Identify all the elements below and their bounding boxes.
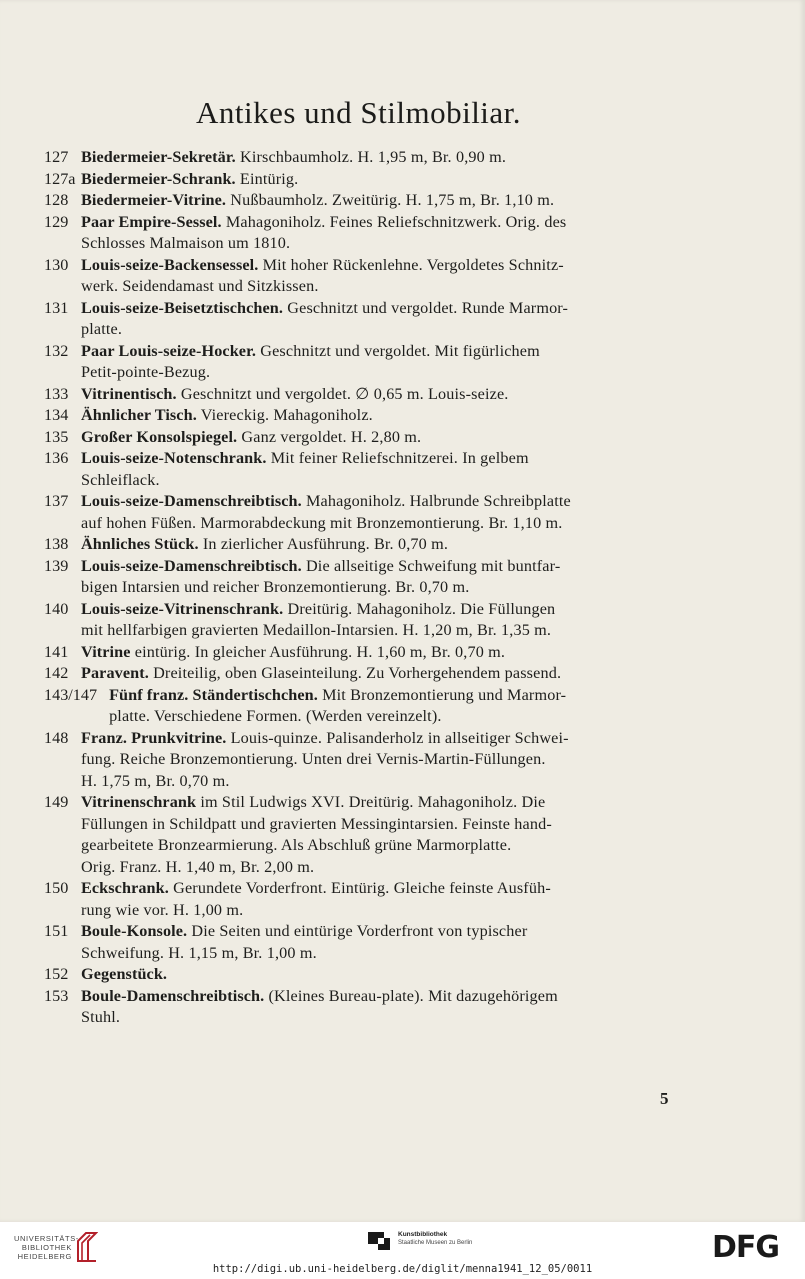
catalog-entry bbox=[44, 448, 684, 491]
catalog-entry bbox=[44, 427, 684, 449]
lot-number: 128 bbox=[44, 191, 69, 209]
catalog-entry bbox=[44, 298, 684, 341]
lot-description bbox=[81, 921, 684, 964]
lot-text: platte. Verschiedene Formen. (Werden vereinzelt). bbox=[109, 707, 442, 725]
lot-text: Orig. Franz. H. 1,40 m, Br. 2,00 m. bbox=[81, 857, 315, 876]
lot-title: Franz. Prunkvitrine. bbox=[81, 728, 227, 747]
lot-title: Ähnlicher Tisch. bbox=[81, 406, 197, 424]
kunstbibliothek-title: Kunstbibliothek bbox=[398, 1231, 448, 1238]
lot-text: Nußbaumholz. Zweitürig. H. 1,75 m, Br. 1,10 m. bbox=[230, 191, 555, 209]
lot-description bbox=[81, 190, 684, 212]
lot-number: 149 bbox=[44, 793, 69, 811]
catalog-entry bbox=[44, 190, 684, 212]
library-name-line: BIBLIOTHEK bbox=[21, 1242, 72, 1252]
library-name-line: HEIDELBERG bbox=[17, 1251, 72, 1261]
catalog-entry bbox=[44, 556, 684, 599]
lot-text: fung. Reiche Bronzemontierung. Unten drei Vernis-Martin-Füllungen. bbox=[81, 750, 546, 768]
kunstbibliothek-subtitle: Staatliche Museen zu Berlin bbox=[398, 1240, 473, 1246]
lot-description bbox=[81, 169, 684, 191]
lot-title: Louis-seize-Damenschreibtisch. bbox=[81, 492, 302, 510]
lot-text: auf hohen Füßen. Marmorabdeckung mit Bronzemontierung. Br. 1,10 m. bbox=[81, 513, 563, 532]
lot-text: Schlosses Malmaison um 1810. bbox=[81, 234, 291, 252]
lot-number: 130 bbox=[44, 255, 69, 274]
lot-text: Mit Bronzemontierung und Marmor- bbox=[322, 685, 567, 704]
lot-number: 135 bbox=[44, 427, 69, 446]
lot-text: Mahagoniholz. Halbrunde Schreibplatte bbox=[305, 492, 571, 510]
lot-title: Louis-seize-Damenschreibtisch. bbox=[81, 556, 302, 575]
lot-number: 137 bbox=[44, 492, 69, 510]
catalog-entry bbox=[44, 405, 684, 427]
kunstbibliothek-logo[interactable] bbox=[368, 1230, 472, 1250]
lot-description bbox=[81, 147, 684, 169]
lot-text: Viereckig. Mahagoniholz. bbox=[200, 406, 373, 424]
lot-text: Die allseitige Schweifung mit buntfar- bbox=[305, 556, 561, 575]
page-number: 5 bbox=[660, 1089, 669, 1108]
lot-description bbox=[81, 663, 684, 685]
lot-text: Mit feiner Reliefschnitzerei. In gelbem bbox=[270, 449, 529, 467]
lot-description bbox=[81, 556, 684, 599]
lot-title: Vitrinentisch. bbox=[81, 384, 177, 403]
lot-number: 148 bbox=[44, 728, 69, 747]
lot-text: H. 1,75 m, Br. 0,70 m. bbox=[81, 771, 230, 790]
catalog-entry bbox=[44, 642, 684, 664]
lot-text: platte. bbox=[81, 320, 123, 338]
lot-title: Biedermeier-Vitrine. bbox=[81, 191, 227, 209]
catalog-entry bbox=[44, 341, 684, 384]
page-heading: Antikes und Stilmobiliar. bbox=[195, 95, 522, 130]
lot-description bbox=[81, 599, 684, 642]
lot-text: Geschnitzt und vergoldet. Mit figürlichem bbox=[260, 341, 540, 360]
library-name bbox=[14, 1233, 79, 1261]
lot-number: 132 bbox=[44, 341, 69, 360]
lot-title: Fünf franz. Ständertischchen. bbox=[109, 685, 318, 704]
lot-number: 142 bbox=[44, 664, 69, 682]
catalog-entry bbox=[44, 212, 684, 255]
lot-title: Louis-seize-Beisetztischchen. bbox=[81, 298, 284, 317]
lot-description bbox=[81, 792, 684, 878]
catalog-entry bbox=[44, 878, 684, 921]
catalog-entry bbox=[44, 921, 684, 964]
lot-description bbox=[81, 427, 684, 449]
lot-text: Die Seiten und eintürige Vorderfront von typischer bbox=[191, 922, 528, 940]
catalog-entry bbox=[44, 599, 684, 642]
lot-number: 140 bbox=[44, 599, 69, 618]
lot-number: 138 bbox=[44, 535, 69, 553]
lot-number: 136 bbox=[44, 449, 69, 467]
lot-title: Paravent. bbox=[81, 664, 149, 682]
lot-title: Louis-seize-Backensessel. bbox=[81, 255, 259, 274]
lot-number: 131 bbox=[44, 298, 69, 317]
catalog-entry bbox=[44, 534, 684, 556]
dfg-logo[interactable]: DFG bbox=[712, 1230, 780, 1265]
library-logo[interactable] bbox=[14, 1231, 98, 1263]
lot-title: Großer Konsolspiegel. bbox=[81, 427, 238, 446]
lot-title: Ähnliches Stück. bbox=[81, 535, 199, 553]
lot-description bbox=[81, 255, 684, 298]
lot-number: 134 bbox=[44, 406, 69, 424]
lot-text: im Stil Ludwigs XVI. Dreitürig. Mahagoniholz. Die bbox=[200, 793, 546, 811]
lot-description bbox=[81, 298, 684, 341]
lot-text: Gerundete Vorderfront. Eintürig. Gleiche feinste Ausfüh- bbox=[173, 879, 551, 897]
lot-title: Gegenstück. bbox=[81, 965, 168, 983]
lot-description bbox=[81, 728, 684, 793]
lot-number: 153 bbox=[44, 986, 69, 1005]
catalog-entry bbox=[44, 685, 684, 728]
library-name-line: UNIVERSITÄTS- bbox=[14, 1233, 79, 1243]
lot-text: Dreiteilig, oben Glaseinteilung. Zu Vorhergehendem passend. bbox=[153, 664, 562, 682]
lot-text: Mit hoher Rückenlehne. Vergoldetes Schnitz- bbox=[262, 255, 564, 274]
lot-number: 143/147 bbox=[44, 685, 98, 704]
lot-text: Eintürig. bbox=[239, 169, 299, 188]
lot-number: 127 bbox=[44, 148, 69, 166]
lot-title: Boule-Damenschreibtisch. bbox=[81, 986, 265, 1005]
catalog-entry bbox=[44, 964, 684, 986]
lot-text: Louis-quinze. Palisanderholz in allseitiger Schwei- bbox=[230, 728, 569, 747]
lot-number: 141 bbox=[44, 642, 69, 661]
lot-text: Stuhl. bbox=[81, 1008, 121, 1026]
lot-description bbox=[81, 986, 684, 1029]
lot-text: Füllungen in Schildpatt und gravierten Messingintarsien. Feinste hand- bbox=[81, 814, 552, 833]
lot-text: Kirschbaumholz. H. 1,95 m, Br. 0,90 m. bbox=[239, 148, 507, 166]
lot-text: Dreitürig. Mahagoniholz. Die Füllungen bbox=[287, 599, 556, 618]
lot-description bbox=[81, 878, 684, 921]
catalog-entry bbox=[44, 147, 684, 169]
lot-title: Biedermeier-Sekretär. bbox=[81, 148, 236, 166]
catalog-entry bbox=[44, 491, 684, 534]
lot-text: Ganz vergoldet. H. 2,80 m. bbox=[241, 427, 422, 446]
lot-text: Schleiflack. bbox=[81, 470, 160, 489]
lot-text: bigen Intarsien und reicher Bronzemontierung. Br. 0,70 m. bbox=[81, 578, 470, 596]
lot-description bbox=[81, 405, 684, 427]
lot-description bbox=[81, 491, 684, 534]
library-seal-icon bbox=[76, 1231, 98, 1263]
catalog-entry bbox=[44, 792, 684, 878]
catalog-entry bbox=[44, 728, 684, 793]
lot-text: Petit-pointe-Bezug. bbox=[81, 363, 211, 381]
lot-number: 133 bbox=[44, 384, 69, 403]
lot-description bbox=[81, 534, 684, 556]
lot-number: 129 bbox=[44, 212, 69, 231]
lot-text: In zierlicher Ausführung. Br. 0,70 m. bbox=[202, 535, 449, 553]
catalog-entry bbox=[44, 169, 684, 191]
lot-title: Vitrine bbox=[81, 642, 131, 661]
lot-description bbox=[81, 212, 684, 255]
lot-text: werk. Seidendamast und Sitzkissen. bbox=[81, 277, 319, 295]
lot-text: Geschnitzt und vergoldet. Runde Marmor- bbox=[287, 298, 569, 317]
lot-title: Louis-seize-Notenschrank. bbox=[81, 449, 267, 467]
lot-text: Schweifung. H. 1,15 m, Br. 1,00 m. bbox=[81, 943, 317, 962]
lot-title: Eckschrank. bbox=[81, 879, 169, 897]
catalog-entry bbox=[44, 986, 684, 1029]
lot-title: Biedermeier-Schrank. bbox=[81, 169, 236, 188]
catalog-list bbox=[44, 147, 684, 1029]
lot-number: 152 bbox=[44, 965, 69, 983]
lot-text: eintürig. In gleicher Ausführung. H. 1,60 m, Br. 0,70 m. bbox=[134, 642, 506, 661]
lot-text: Mahagoniholz. Feines Reliefschnitzwerk. Orig. des bbox=[225, 212, 567, 231]
lot-text: rung wie vor. H. 1,00 m. bbox=[81, 900, 244, 919]
lot-text: Geschnitzt und vergoldet. ∅ 0,65 m. Louis-seize. bbox=[180, 384, 509, 403]
lot-description bbox=[81, 642, 684, 664]
catalog-entry bbox=[44, 663, 684, 685]
lot-number: 151 bbox=[44, 922, 69, 940]
lot-description bbox=[109, 685, 684, 728]
lot-number: 150 bbox=[44, 879, 69, 897]
lot-number: 127a bbox=[44, 169, 76, 188]
lot-title: Paar Empire-Sessel. bbox=[81, 212, 222, 231]
lot-number: 139 bbox=[44, 556, 69, 575]
lot-text: mit hellfarbigen gravierten Medaillon-Intarsien. H. 1,20 m, Br. 1,35 m. bbox=[81, 621, 552, 639]
lot-text: (Kleines Bureau-plate). Mit dazugehörigem bbox=[268, 986, 558, 1005]
catalog-entry bbox=[44, 384, 684, 406]
lot-title: Boule-Konsole. bbox=[81, 922, 188, 940]
kunstbibliothek-text bbox=[398, 1230, 472, 1248]
permalink-url[interactable]: http://digi.ub.uni-heidelberg.de/diglit/menna1941_12_05/0011 bbox=[212, 1263, 593, 1275]
lot-description bbox=[81, 384, 684, 406]
lot-title: Vitrinenschrank bbox=[81, 793, 197, 811]
kunstbibliothek-mark-icon bbox=[368, 1230, 390, 1250]
catalog-entry bbox=[44, 255, 684, 298]
lot-description bbox=[81, 341, 684, 384]
lot-text: gearbeitete Bronzearmierung. Als Abschluß grüne Marmorplatte. bbox=[81, 836, 512, 854]
lot-title: Louis-seize-Vitrinenschrank. bbox=[81, 599, 284, 618]
lot-title: Paar Louis-seize-Hocker. bbox=[81, 341, 257, 360]
lot-description bbox=[81, 448, 684, 491]
lot-description bbox=[81, 964, 684, 986]
